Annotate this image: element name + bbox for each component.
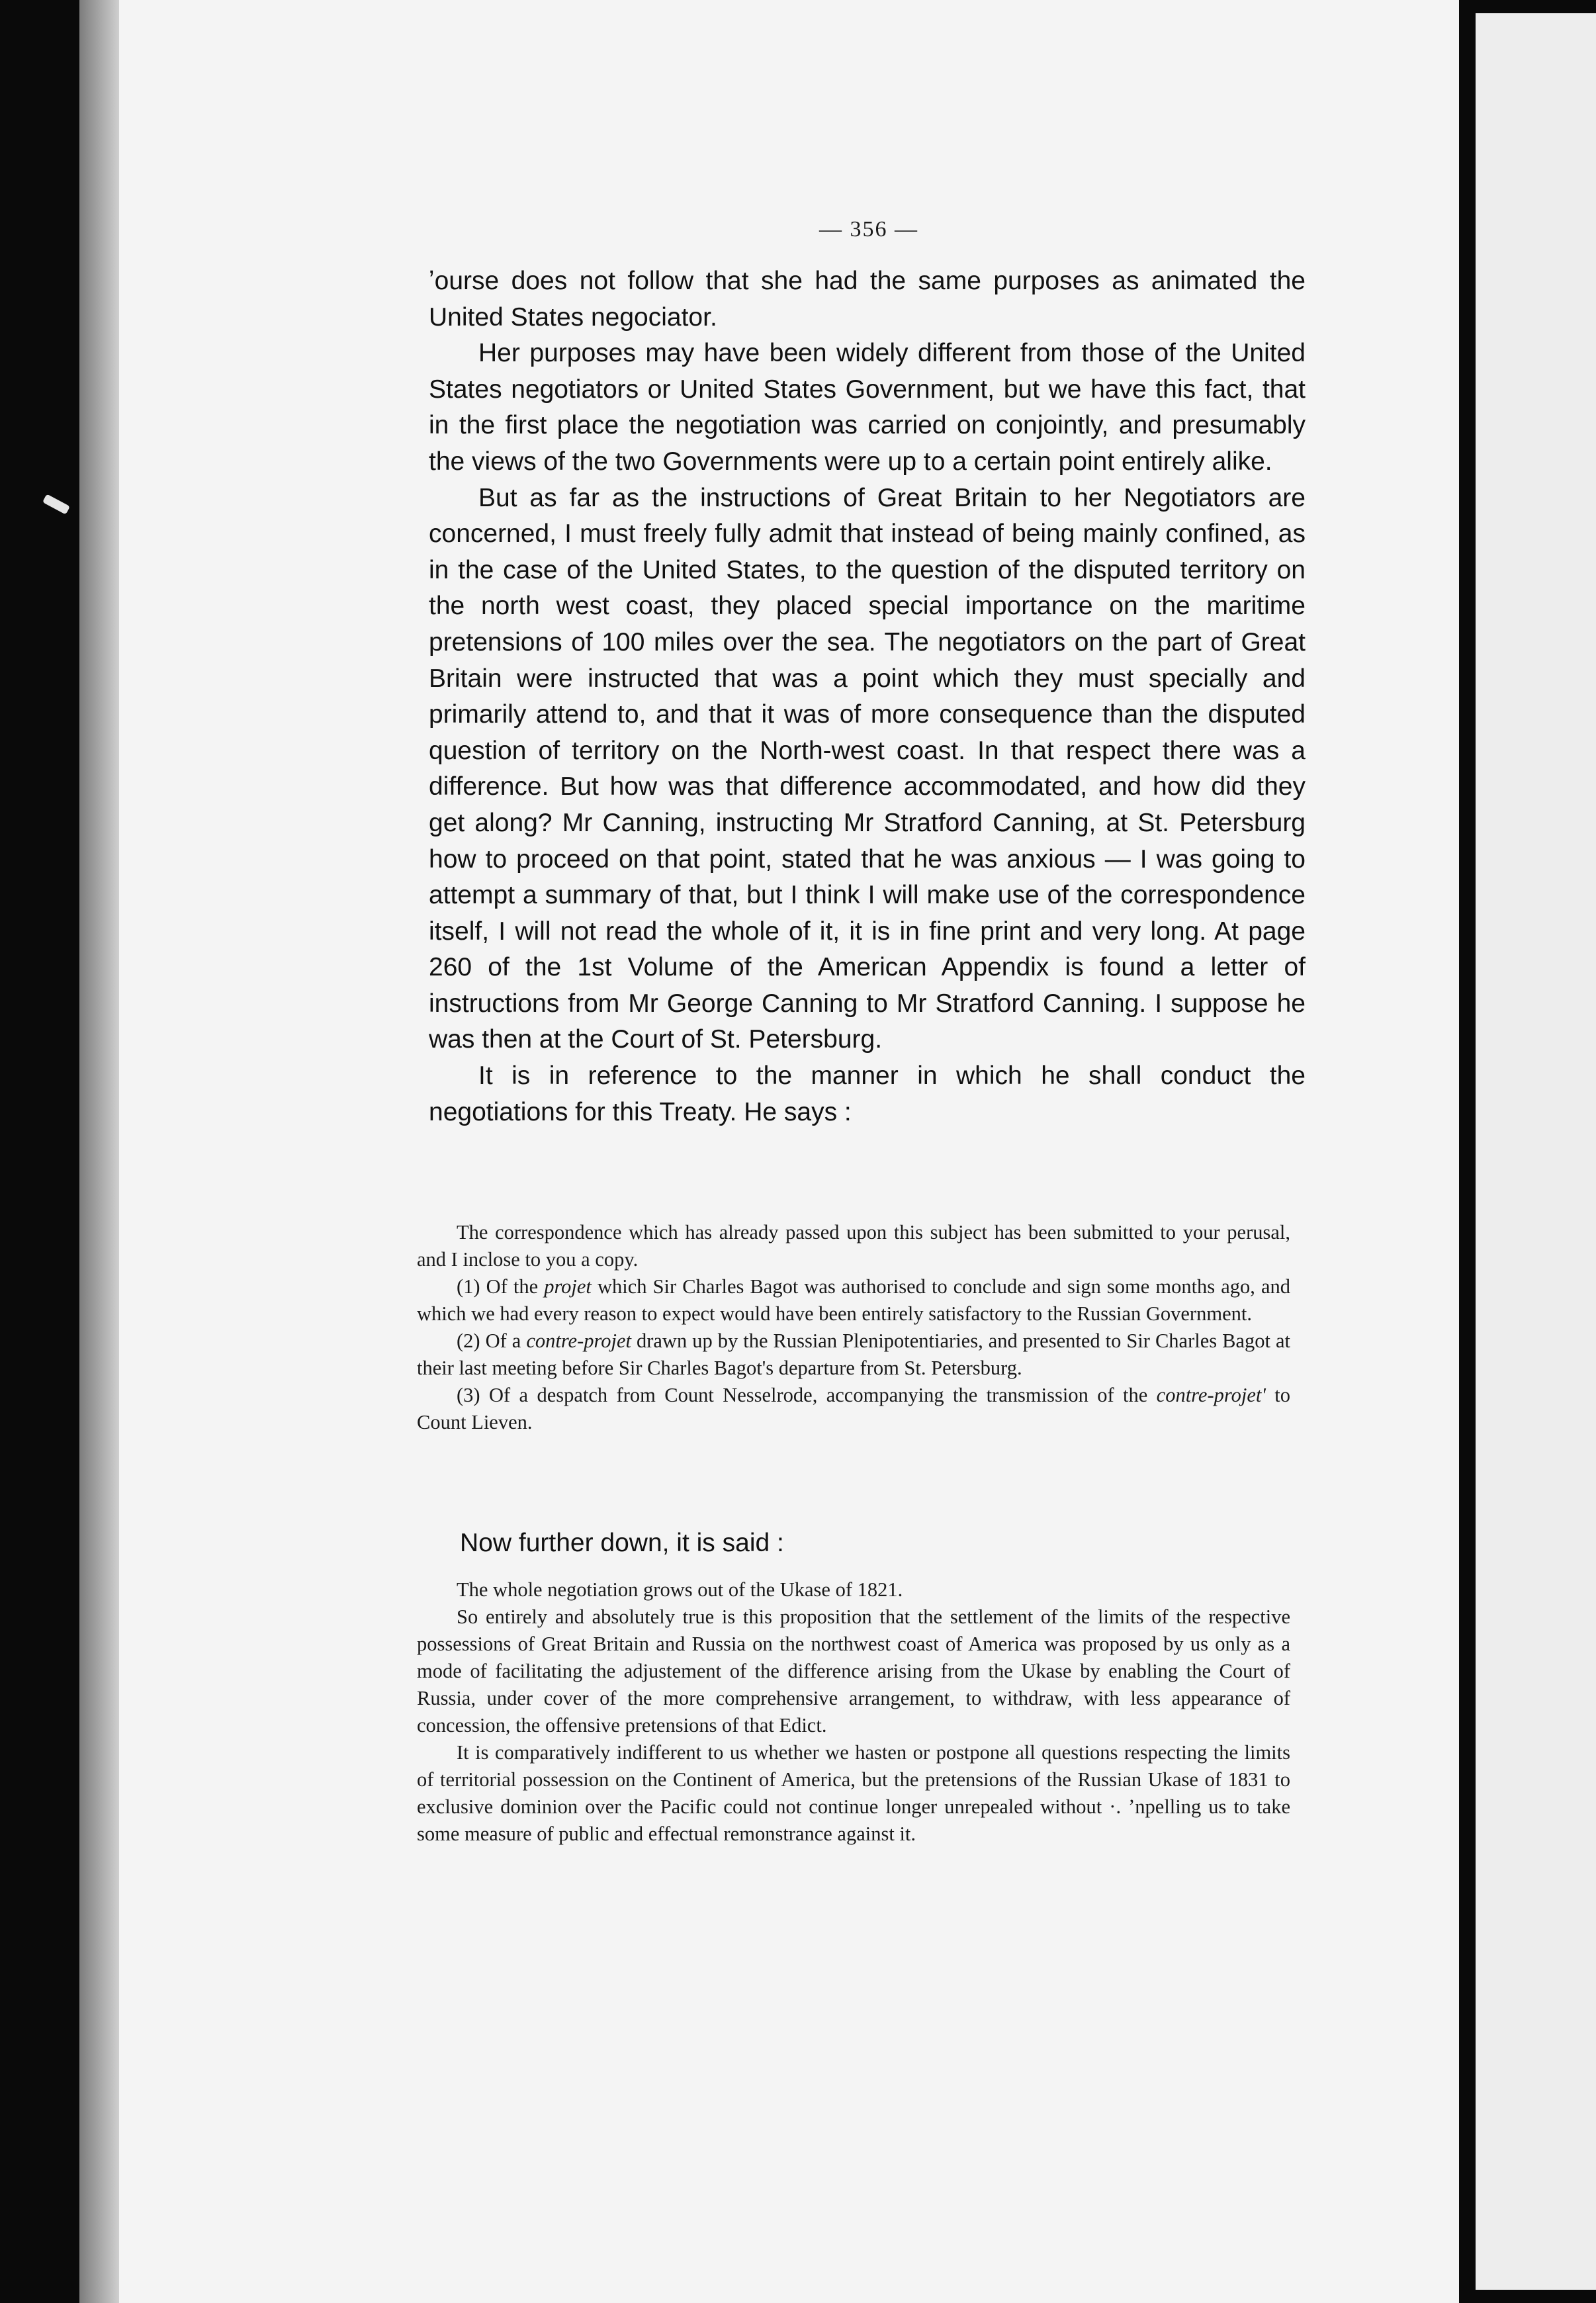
transition-line: Now further down, it is said : — [460, 1529, 784, 1557]
paragraph: Her purposes may have been widely different from those of the United States negotiators or United States Government, but we have this fact, that in the first place the negotiation was carried on conjointly, and presumably the views of the two Governments were up to a certain point entirely alike. — [429, 339, 1306, 476]
scan-artifact-mark — [42, 494, 70, 514]
quote-text: to Count Lieven. — [417, 1384, 1290, 1433]
quote-text: drawn up by the Russian Plenipotentiaries, and presented to Sir Charles Bagot at their last meeting before Sir Charles Bagot's departure from St. Petersburg. — [417, 1330, 1290, 1379]
quote-paragraph: The correspondence which has already passed upon this subject has been submitted to your perusal, and I inclose to you a copy. — [417, 1221, 1290, 1271]
quote-text: (2) Of a — [457, 1330, 527, 1352]
quote-paragraph: The whole negotiation grows out of the Ukase of 1821. — [457, 1578, 903, 1601]
quote-paragraph: It is comparatively indifferent to us whether we hasten or postpone all questions respecting the limits of territorial possession on the Continent of America, but the pretensions of the Russian Ukase of 1831 to exclusive dominion over the Pacific could not continue longer unrepealed without ·. ʼnpelling us to take some measure of public and effectual remonstrance against it. — [417, 1741, 1290, 1845]
quote-paragraph: So entirely and absolutely true is this proposition that the settlement of the limits of the respective possessions of Great Britain and Russia on the northwest coast of America was proposed by us only as a mode of facilitating the adjustement of the difference arising from the Ukase by enabling the Court of Russia, under cover of the more comprehensive arrangement, to withdraw, with less appearance of concession, the offensive pretensions of that Edict. — [417, 1605, 1290, 1737]
quote-text: (1) Of the — [457, 1275, 545, 1298]
quote-italic: projet — [544, 1275, 592, 1298]
paragraph: ʼourse does not follow that she had the same purposes as animated the United States negociator. — [429, 267, 1306, 332]
quote-item — [417, 1328, 1290, 1382]
quote-text: which Sir Charles Bagot was authorised to conclude and sign some months ago, and which we had every reason to expect would have been entirely satisfactory to the Russian Government. — [417, 1275, 1290, 1325]
quote-italic: contre-projet' — [1156, 1384, 1266, 1406]
facing-page-edge — [1476, 13, 1596, 2290]
quote-text: (3) Of a despatch from Count Nesselrode, accompanying the transmission of the — [457, 1384, 1157, 1406]
block-quote-ukase — [417, 1576, 1290, 1848]
paragraph: It is in reference to the manner in which he shall conduct the negotiations for this Treaty. He says : — [429, 1061, 1306, 1126]
main-text — [429, 263, 1306, 1130]
paragraph: But as far as the instructions of Great Britain to her Negotiators are concerned, I must freely fully admit that instead of being mainly confined, as in the case of the United States, to the question of the disputed territory on the north west coast, they placed special importance on the maritime pretensions of 100 miles over the sea. The negotiators on the part of Great Britain were instructed that was a point which they must specially and primarily attend to, and that it was of more consequence than the disputed question of territory on the North-west coast. In that respect there was a difference. But how was that difference accommodated, and how did they get along? Mr Canning, instructing Mr Stratford Canning, at St. Petersburg how to proceed on that point, stated that he was anxious — I was going to attempt a summary of that, but I think I will make use of the correspondence itself, I will not read the whole of it, it is in fine print and very long. At page 260 of the 1st Volume of the American Appendix is found a letter of instructions from Mr George Canning to Mr Stratford Canning. I suppose he was then at the Court of St. Petersburg. — [429, 483, 1306, 1054]
page-gutter-shadow — [79, 0, 119, 2303]
quote-item — [417, 1273, 1290, 1328]
page-number: — 356 — — [819, 217, 918, 242]
quote-item — [417, 1382, 1290, 1436]
quote-italic: contre-projet — [526, 1330, 631, 1352]
block-quote-correspondence — [417, 1219, 1290, 1436]
